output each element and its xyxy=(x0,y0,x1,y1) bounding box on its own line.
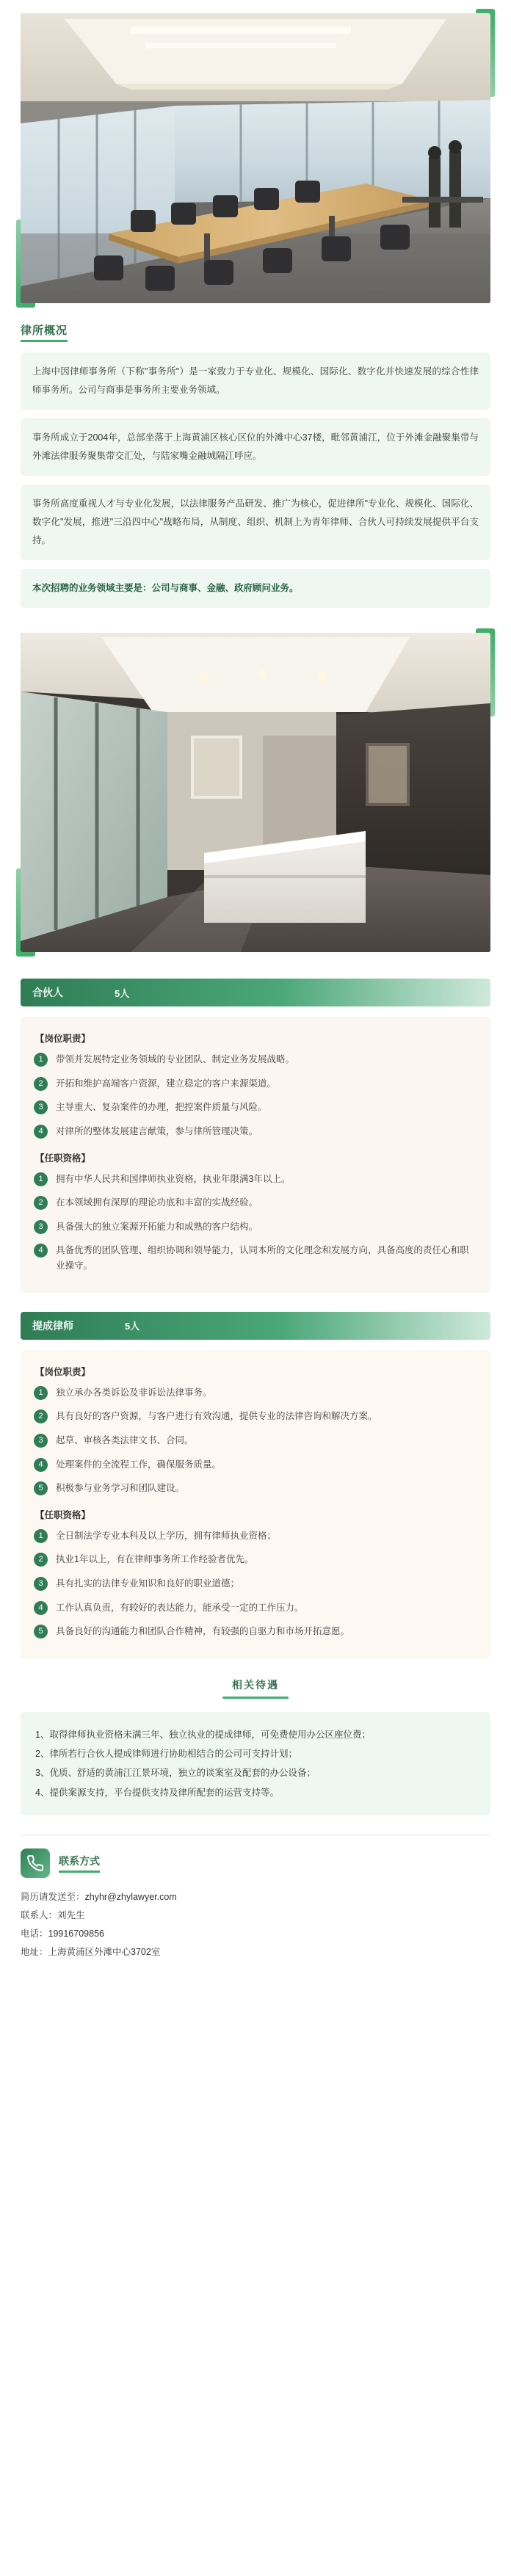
duties-label-commission-lawyer: 【岗位职责】 xyxy=(35,1366,91,1377)
requirements-label-partner: 【任职资格】 xyxy=(35,1153,91,1164)
number-badge-icon: 4 xyxy=(34,1458,48,1472)
duty-item xyxy=(34,1481,477,1496)
requirements-list-partner xyxy=(34,1172,477,1274)
requirement-item xyxy=(34,1624,477,1639)
requirement-text: 全日制法学专业本科及以上学历，拥有律师执业资格； xyxy=(56,1530,277,1541)
position-title-partner: 合伙人 xyxy=(32,987,63,998)
duty-text: 起草、审核各类法律文书、合同。 xyxy=(56,1434,194,1445)
benefit-item: 3、优质、舒适的黄浦江江景环境，独立的谈案室及配套的办公设备； xyxy=(35,1768,316,1779)
duty-item xyxy=(34,1457,477,1473)
duty-text: 对律所的整体发展建言献策，参与律所管理决策。 xyxy=(56,1125,258,1136)
duty-text: 开拓和维护高端客户资源，建立稳定的客户来源渠道。 xyxy=(56,1078,277,1089)
requirement-text: 具备强大的独立案源开拓能力和成熟的客户结构。 xyxy=(56,1221,258,1232)
position-banner-partner xyxy=(21,979,490,1006)
number-badge-icon: 3 xyxy=(34,1434,48,1448)
requirement-item xyxy=(34,1600,477,1616)
requirement-text: 具备良好的沟通能力和团队合作精神，有较强的自驱力和市场开拓意愿。 xyxy=(56,1626,350,1637)
duty-item xyxy=(34,1124,477,1139)
requirement-text: 执业1年以上，有在律师事务所工作经验者优先。 xyxy=(56,1554,254,1565)
requirement-item xyxy=(34,1528,477,1544)
duties-label-partner: 【岗位职责】 xyxy=(35,1034,91,1044)
contact-phone-line[interactable]: 电话：19916709856 xyxy=(21,1928,104,1939)
number-badge-icon: 1 xyxy=(34,1053,48,1067)
conference-room-illustration xyxy=(21,13,490,303)
duty-text: 主导重大、复杂案件的办理，把控案件质量与风险。 xyxy=(56,1102,267,1113)
duty-text: 积极参与业务学习和团队建设。 xyxy=(56,1483,185,1494)
benefit-item: 2、律所若行合伙人提成律师进行协助相结合的公司可支持计划； xyxy=(35,1749,297,1760)
number-badge-icon: 2 xyxy=(34,1196,48,1210)
requirements-list-commission-lawyer xyxy=(34,1528,477,1639)
number-badge-icon: 4 xyxy=(34,1601,48,1615)
position-banner-commission-lawyer xyxy=(21,1312,490,1340)
contact-section xyxy=(21,1848,490,1962)
benefit-item: 4、提供案源支持，平台提供支持及律所配套的运营支持等。 xyxy=(35,1787,279,1798)
corridor-photo xyxy=(21,633,490,952)
overview-heading xyxy=(21,322,490,342)
duty-text: 具有良好的客户资源，与客户进行有效沟通，提供专业的法律咨询和解决方案。 xyxy=(56,1411,377,1422)
contact-email-line[interactable]: 简历请发送至：zhyhr@zhylawyer.com xyxy=(21,1891,177,1902)
position-section-partner xyxy=(21,979,490,1293)
requirement-item xyxy=(34,1219,477,1235)
benefits-title: 相关待遇 xyxy=(232,1678,279,1691)
position-body-commission-lawyer xyxy=(21,1350,490,1658)
overview-heading-text: 律所概况 xyxy=(21,322,68,342)
duty-item xyxy=(34,1076,477,1092)
position-title-commission-lawyer: 提成律师 xyxy=(32,1319,73,1332)
number-badge-icon: 3 xyxy=(34,1577,48,1591)
contact-header xyxy=(21,1848,490,1878)
overview-paragraph-2: 事务所成立于2004年，总部坐落于上海黄浦区核心区位的外滩中心37楼，毗邻黄浦江，位于外滩金融聚集带与外滩法律服务聚集带交汇处，与陆家嘴金融城隔江呼应。 xyxy=(21,418,490,476)
contact-title: 联系方式 xyxy=(59,1854,100,1873)
conference-room-photo xyxy=(21,13,490,303)
duty-text: 带领并发展特定业务领域的专业团队、制定业务发展战略。 xyxy=(56,1054,295,1064)
position-count-partner: 5人 xyxy=(115,987,130,999)
overview-highlight: 本次招聘的业务领域主要是：公司与商事、金融、政府顾问业务。 xyxy=(21,569,490,608)
duty-item xyxy=(34,1409,477,1424)
requirement-text: 具备优秀的团队管理、组织协调和领导能力，认同本所的文化理念和发展方向，具备高度的责任心和职业操守。 xyxy=(56,1245,469,1271)
benefits-card xyxy=(21,1712,490,1815)
number-badge-icon: 3 xyxy=(34,1100,48,1114)
contact-address-line: 地址：上海黄浦区外滩中心3702室 xyxy=(21,1946,161,1957)
requirement-item xyxy=(34,1195,477,1211)
number-badge-icon: 1 xyxy=(34,1386,48,1400)
benefit-item: 1、取得律师执业资格未满三年、独立执业的提成律师，可免费使用办公区座位费； xyxy=(35,1729,371,1740)
requirement-text: 具有扎实的法律专业知识和良好的职业道德； xyxy=(56,1578,240,1589)
duties-list-commission-lawyer xyxy=(34,1385,477,1496)
overview-section xyxy=(21,322,490,608)
duty-item xyxy=(34,1433,477,1448)
position-count-commission-lawyer: 5人 xyxy=(125,1321,140,1332)
number-badge-icon: 2 xyxy=(34,1409,48,1423)
requirement-item xyxy=(34,1243,477,1273)
number-badge-icon: 3 xyxy=(34,1220,48,1234)
number-badge-icon: 2 xyxy=(34,1553,48,1567)
requirement-text: 拥有中华人民共和国律师执业资格，执业年限满3年以上。 xyxy=(56,1173,291,1184)
number-badge-icon: 4 xyxy=(34,1125,48,1139)
corridor-illustration xyxy=(21,633,490,952)
duty-item xyxy=(34,1100,477,1115)
duty-item xyxy=(34,1052,477,1067)
benefits-section xyxy=(21,1677,490,1815)
overview-paragraph-1: 上海中因律师事务所（下称"事务所"）是一家致力于专业化、规模化、国际化、数字化并快速发展的综合性律师事务所。公司与商事是事务所主要业务领域。 xyxy=(21,352,490,410)
number-badge-icon: 2 xyxy=(34,1077,48,1091)
requirement-item xyxy=(34,1552,477,1567)
number-badge-icon: 5 xyxy=(34,1625,48,1639)
number-badge-icon: 5 xyxy=(34,1481,48,1495)
requirements-label-commission-lawyer: 【任职资格】 xyxy=(35,1509,91,1520)
duties-list-partner xyxy=(34,1052,477,1139)
overview-paragraph-3: 事务所高度重视人才与专业化发展，以法律服务产品研发、推广为核心，促进律所"专业化、规模化、国际化、数字化"发展，推进"三沿四中心"战略布局，从制度、组织、机制上为青年律师、合伙人可持续发展提供平台支持。 xyxy=(21,485,490,560)
number-badge-icon: 1 xyxy=(34,1529,48,1543)
duty-text: 处理案件的全流程工作，确保服务质量。 xyxy=(56,1459,222,1470)
number-badge-icon: 4 xyxy=(34,1244,48,1258)
requirement-text: 在本领域拥有深厚的理论功底和丰富的实战经验。 xyxy=(56,1197,258,1208)
requirement-item xyxy=(34,1576,477,1592)
number-badge-icon: 1 xyxy=(34,1172,48,1186)
duty-item xyxy=(34,1385,477,1401)
contact-person-line: 联系人：刘先生 xyxy=(21,1909,85,1920)
requirement-text: 工作认真负责，有较好的表达能力，能承受一定的工作压力。 xyxy=(56,1602,304,1613)
benefits-title-underline xyxy=(222,1697,289,1699)
photo-frame-corridor xyxy=(21,633,490,952)
duty-text: 独立承办各类诉讼及非诉讼法律事务。 xyxy=(56,1387,212,1398)
position-section-commission-lawyer xyxy=(21,1312,490,1658)
photo-frame-conference-room xyxy=(21,13,490,303)
phone-icon xyxy=(21,1848,50,1878)
position-body-partner xyxy=(21,1017,490,1293)
requirement-item xyxy=(34,1172,477,1187)
